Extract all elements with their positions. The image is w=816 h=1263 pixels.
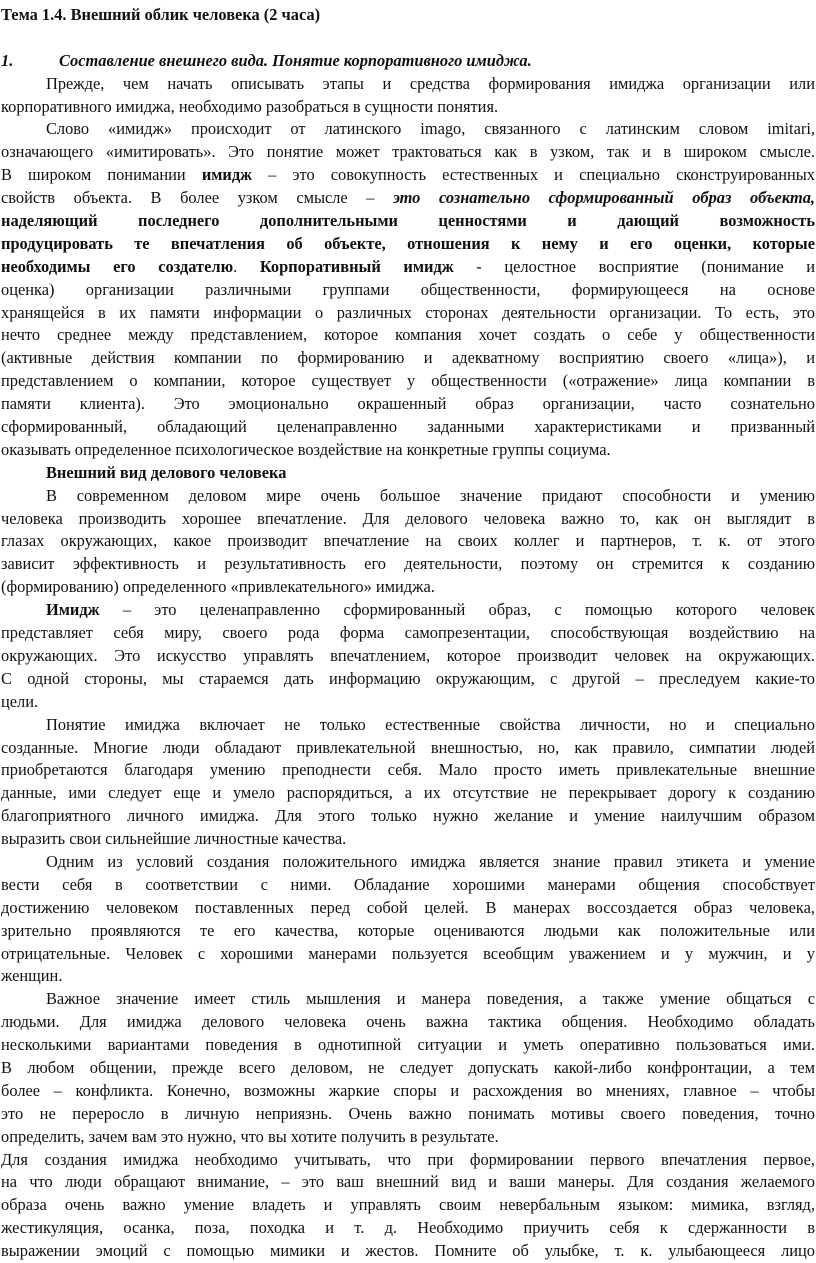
text-run: – это совокупность естественных и специально сконструированных [252, 165, 815, 185]
text-line: представлением о компании, которое существует у общественности («отражение» лица компании в [1, 371, 815, 391]
text-line: человека производить хорошее впечатление. Для делового человека важно то, как он выглядит в [1, 508, 815, 528]
definition-emphasis: наделяющий последнего дополнительными ценностями и дающий возможность [1, 211, 815, 231]
text-line: Прежде, чем начать описывать этапы и средства формирования имиджа организации или [46, 73, 815, 93]
text-line: выражении эмоций с помощью мимики и жестов. Помните об улыбке, т. к. улыбающееся лицо [1, 1241, 815, 1261]
text-run: – это целенаправленно сформированный образ, с помощью которого человек [99, 600, 815, 620]
text-line: Понятие имиджа включает не только естественные свойства личности, но и специально [46, 714, 815, 734]
text-line: жестикуляция, осанка, поза, походка и т. д. Необходимо приучить себя к сдержанности в [1, 1218, 815, 1238]
text-line: памяти клиента). Это эмоционально окрашенный образ организации, часто сознательно [1, 394, 815, 414]
text-line: (активные действия компании по формированию и адекватному восприятию своего «лица»), и [1, 348, 815, 368]
text-line [1, 187, 815, 210]
text-line: нечто среднее между представлением, которое компания хочет создать о себе у общественности [1, 325, 815, 345]
text-line: Для создания имиджа необходимо учитывать, что при формировании первого впечатления первое, [1, 1149, 815, 1169]
definition-emphasis: необходимы его создателю [1, 256, 234, 276]
text-line: зрительно проявляются те его качества, которые оцениваются людьми как положительные или [1, 920, 815, 940]
text-line: людьми. Для имиджа делового человека очень важна тактика общения. Необходимо обладать [1, 1012, 815, 1032]
text-line [1, 233, 815, 256]
text-line [1, 599, 815, 622]
text-line: означающего «имитировать». Это понятие может трактоваться как в узком, так и в широком смысле. [1, 142, 815, 162]
text-line: сформированный, обладающий целенаправленно заданными характеристиками и призванный [1, 417, 815, 437]
text-line: Важное значение имеет стиль мышления и манера поведения, а также умение общаться с [46, 989, 815, 1009]
definition-emphasis: это сознательно сформированный образ объекта, [393, 188, 815, 208]
text-run: В широком понимании [1, 165, 202, 185]
text-line: глазах окружающих, какое производит впечатление на своих коллег и партнеров, т. к. от этого [1, 531, 815, 551]
text-line: определить, зачем вам это нужно, что вы хотите получить в результате. [1, 1126, 499, 1146]
text-line: достижению человеком поставленных перед собой целей. В манерах воссоздается образ человека, [1, 897, 815, 917]
term-corporate-image: Корпоративный имидж [259, 256, 454, 276]
text-line: цели. [1, 691, 39, 711]
text-line: более – конфликта. Конечно, возможны жаркие споры и расхождения во мнениях, главное – чтобы [1, 1080, 815, 1100]
term-image: Имидж [46, 600, 100, 620]
text-line: Одним из условий создания положительного имиджа является знание правил этикета и умение [46, 851, 815, 871]
text-line: оценка) организации различными группами общественности, формирующееся на основе [1, 279, 815, 299]
text-line: выразить свои сильнейшие личностные качества. [1, 829, 347, 849]
text-line: корпоративного имиджа, необходимо разобраться в сущности понятия. [1, 96, 499, 116]
text-line: В современном деловом мире очень большое значение придают способности и умению [46, 485, 815, 505]
document-page [1, 4, 815, 1263]
text-line: это не переросло в личную неприязнь. Очень важно понимать мотивы своего поведения, точно [1, 1103, 815, 1123]
text-line: данные, ими следует еще и умело распорядиться, а их отсутствие не перекрывает дорогу к созданию [1, 783, 815, 803]
text-line: женщин. [1, 966, 63, 986]
text-run: свойств объекта. В более узком смысле – [1, 188, 394, 208]
text-line: В любом общении, прежде всего деловом, не следует допускать какой-либо конфронтации, а тем [1, 1057, 815, 1077]
page-title: Тема 1.4. Внешний облик человека (2 часа) [1, 5, 321, 24]
text-line: приобретаются благодаря умению преподнести себя. Мало просто иметь привлекательные внешние [1, 760, 815, 780]
definition-emphasis: продуцировать те впечатления об объекте, отношения к нему и его оценки, которые [1, 233, 815, 253]
text-line: окружающих. Это искусство управлять впечатлением, которое производит человек на окружающих. [1, 645, 815, 665]
text-line: вести себя в соответствии с ними. Обладание хорошими манерами общения способствует [1, 874, 815, 894]
section-number: 1. [1, 50, 14, 70]
text-line: С одной стороны, мы стараемся дать информацию окружающим, с другой – преследуем какие-то [1, 668, 815, 688]
text-line [1, 256, 815, 279]
section-heading [1, 50, 815, 73]
text-line: оказывать определенное психологическое воздействие на конкретные группы социума. [1, 439, 611, 459]
text-line: (формированию) определенного «привлекательного» имиджа. [1, 577, 435, 597]
text-line: хранящейся в их памяти информации о различных сторонах деятельности организации. То есть, это [1, 302, 815, 322]
text-line: Слово «имидж» происходит от латинского imago, связанного с латинским словом imitari, [46, 119, 815, 139]
text-line: образа очень важно умение владеть и управлять своим невербальным языком: мимика, взгляд, [1, 1195, 815, 1215]
text-line [1, 210, 815, 233]
text-line: представляет себя миру, своего рода форма самопрезентации, способствующая воздействию на [1, 623, 815, 643]
section-heading-text: Составление внешнего вида. Понятие корпоративного имиджа. [59, 50, 532, 70]
text-line: зависит эффективность и результативность его деятельности, поэтому он стремится к созданию [1, 554, 815, 574]
text-run: - целостное восприятие (понимание и [453, 256, 816, 276]
subheading: Внешний вид делового человека [46, 462, 287, 482]
text-line: созданные. Многие люди обладают привлекательной внешностью, но, как правило, симпатии людей [1, 737, 815, 757]
blank-line [1, 27, 815, 50]
text-line: на что люди обращают внимание, – это ваш внешний вид и ваши манеры. Для создания желаемого [1, 1172, 815, 1192]
text-line: несколькими вариантами поведения в однотипной ситуации и уметь оперативно пользоваться ими. [1, 1035, 815, 1055]
text-line: благоприятного личного имиджа. Для этого только нужно желание и умение наилучшим образом [1, 806, 815, 826]
term-image: имидж [201, 165, 253, 185]
text-run: . [233, 256, 260, 276]
text-line [1, 164, 815, 187]
text-line: отрицательные. Человек с хорошими манерами пользуется всеобщим уважением и у мужчин, и у [1, 943, 815, 963]
